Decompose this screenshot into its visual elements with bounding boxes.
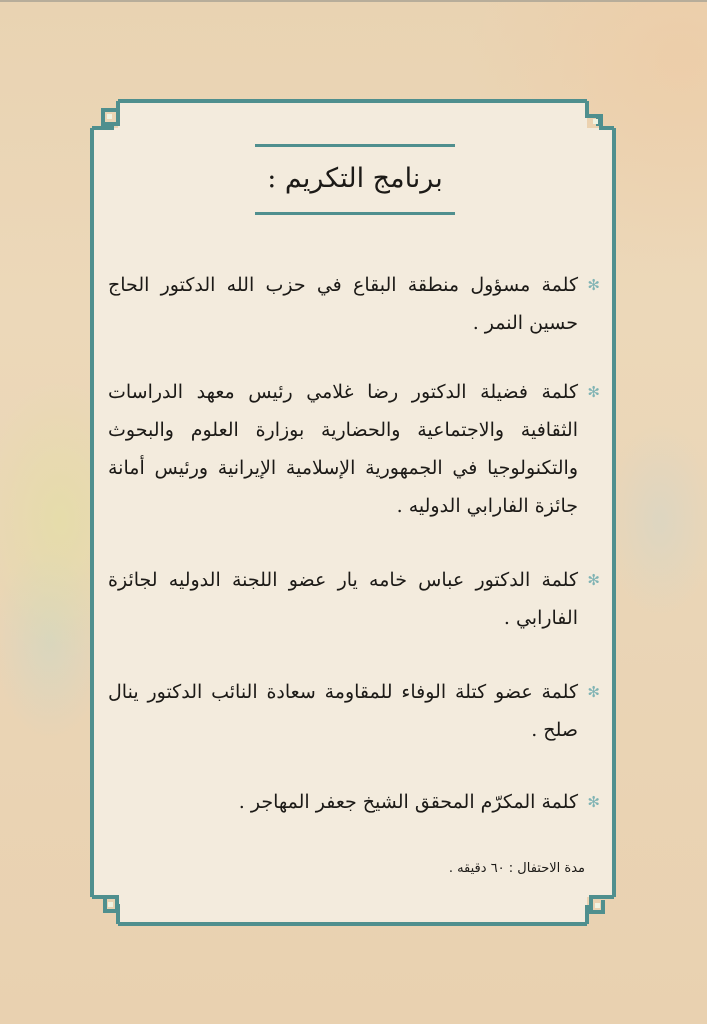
program-item xyxy=(108,673,600,749)
program-item-text: كلمة مسؤول منطقة البقاع في حزب الله الدكتور الحاج حسين النمر . xyxy=(108,274,578,334)
page-title: برنامج التكريم : xyxy=(267,163,443,194)
corner-ornament-bl xyxy=(108,902,113,907)
asterisk-icon: ✻ xyxy=(587,571,600,589)
program-item xyxy=(108,266,600,342)
asterisk-icon: ✻ xyxy=(587,683,600,701)
title-rule-bottom xyxy=(255,212,455,215)
program-item xyxy=(108,561,600,637)
asterisk-icon: ✻ xyxy=(587,793,600,811)
title-rule-top xyxy=(255,144,455,147)
duration-note: مدة الاحتفال : ٦٠ دقيقه . xyxy=(448,861,585,876)
program-item-text: كلمة فضيلة الدكتور رضا غلامي رئيس معهد الدراسات الثقافية والاجتماعية والحضارية بوزارة العلوم والبحوث والتكنولوجيا في الجمهورية الإسلامية الإيرانية ورئيس أمانة جائزة الفارابي الدوليه . xyxy=(108,381,578,517)
program-item-text: كلمة الدكتور عباس خامه يار عضو اللجنة الدوليه لجائزة الفارابي . xyxy=(108,569,578,629)
asterisk-icon: ✻ xyxy=(587,383,600,401)
asterisk-icon: ✻ xyxy=(587,276,600,294)
program-item-text: كلمة عضو كتلة الوفاء للمقاومة سعادة النائب الدكتور ينال صلح . xyxy=(108,681,578,741)
program-list xyxy=(108,266,600,821)
program-item-text: كلمة المكرّم المحقق الشيخ جعفر المهاجر . xyxy=(238,791,578,813)
program-item xyxy=(108,373,600,525)
program-item xyxy=(108,783,600,821)
title-block xyxy=(255,144,455,215)
corner-ornament-br xyxy=(595,903,600,908)
corner-ornament-tl xyxy=(107,114,112,119)
corner-ornament-tr xyxy=(593,119,598,124)
